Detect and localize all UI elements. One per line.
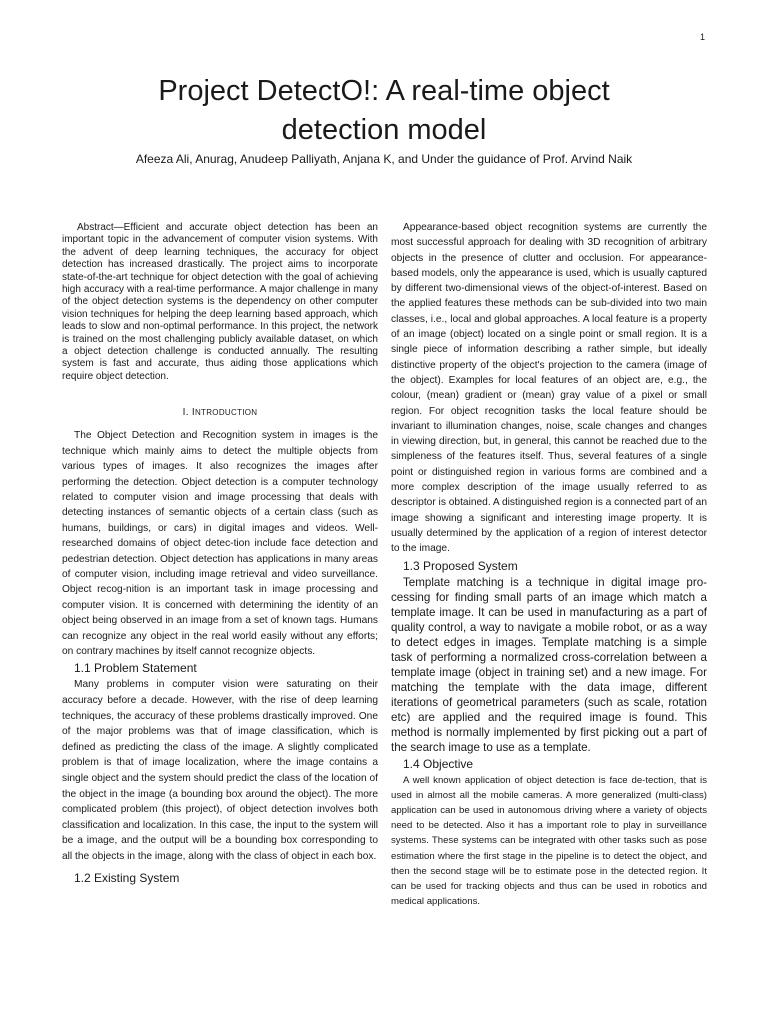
right-column: [391, 220, 707, 909]
appearance-based-paragraph: Appearance-based object recognition systems are currently the most successful approach for dealing with 3D recognition of arbitrary objects in the presence of clutter and occlusion. For appearance-based models, only the appearance is used, which is usually captured by different two-dimensional views of the object-of-interest. Based on the applied features these methods can be sub-divided into two main classes, i.e., local and global approaches. A local feature is a property of an image (object) located on a single point or small region. It is a single piece of information describing a rather simple, but ideally distinctive property of the object's projection to the camera (image of the object). Examples for local features of an object are, e.g., the colour, (mean) gradient or (mean) gray value of a pixel or small region. For object recognition tasks the local feature should be invariant to illumination changes, noise, scale changes and changes in viewing direction, but, in general, this cannot be reached due to the simpleness of the features itself. Thus, several features of a single point or distinguished region in various forms are combined and a more complex description of the image usually referred to as descriptor is obtained. A distinguished region is a connected part of an image showing a significant and interesting image property. It is usually determined by the application of a region of interest detector to the image.: [391, 222, 708, 555]
author-list: Afeeza Ali, Anurag, Anudeep Palliyath, Anjana K, and Under the guidance of Prof. Arvind Naik: [135, 152, 633, 166]
subsection-heading-proposed-system: 1.3 Proposed System: [403, 558, 518, 573]
proposed-system-paragraph: Template matching is a technique in digital image pro-cessing for finding small parts of an image which match a template image. It can be used in manufacturing as a part of quality control, a way to navigate a mobile robot, or as a way to detect edges in images. Template matching is a simple task of performing a normalized cross-correlation between a template image (object in training set) and a new image. For matching the template with the data image, different iterations of geometrical parameters (such as scale, rotation etc) are applied and the required image is found. This method is normally implemented by first picking out a part of the search image to use as a template.: [391, 575, 707, 754]
section-heading-introduction: [62, 407, 378, 418]
section-title-initial: I: [191, 407, 195, 419]
page-number: 1: [700, 32, 706, 42]
paper-title-line-1: Project DetectO!: A real-time object: [158, 75, 610, 107]
subsection-heading-problem-statement: 1.1 Problem Statement: [74, 661, 197, 676]
paper-title: [0, 72, 768, 150]
left-column: [62, 222, 378, 887]
subsection-heading-existing-system: 1.2 Existing System: [74, 870, 180, 885]
paper-title-line-2: detection model: [281, 114, 487, 146]
section-title-rest: NTRODUCTION: [194, 408, 258, 418]
introduction-paragraph: The Object Detection and Recognition system in images is the technique which mainly aims to detect the multiple objects from various types of images. It also recognizes the images after performing the detection. Object detection is a computer technology related to computer vision and image processing that deals with detecting instances of semantic objects of a certain class (such as humans, buildings, or cars) in digital images and videos. Well-researched domains of object detec-tion include face detection and pedestrian detection. Object detection has applications in many areas of computer vision, including image retrieval and video surveillance. Object recog-nition is an important task in image processing and computer vision. It is concerned with determining the identity of an object being observed in an image from a set of known tags. Humans can recognize any object in the real world easily without any efforts; on contrary machines by itself cannot recognize objects.: [62, 430, 378, 657]
problem-statement-paragraph: Many problems in computer vision were saturating on their accuracy before a decade. However, with the rise of deep learning techniques, the accuracy of these problems drastically improved. One of the major problems was that of image classification, which is defined as predicting the class of the image. A slightly complicated problem is that of image localization, where the image contains a single object and the system should predict the class of the location of the object in the image (a bounding box around the object). The more complicated problem (this project), of object detection involves both classification and localization. In this case, the input to the system will be a image, and the output will be a bounding box corresponding to all the objects in the image, along with the class of object in each box.: [62, 679, 378, 862]
section-number: I.: [182, 407, 189, 419]
objective-paragraph: A well known application of object detection is face de-tection, that is used in almost all the mobile cameras. A more generalized (multi-class) application can be used in autonomous driving where a variety of objects need to be detected. Also it has a important role to play in surveillance systems. These systems can be integrated with other tasks such as pose estimation where the first stage in the pipeline is to detect the object, and then the second stage will be to estimate pose in the detected region. It can be used for tracking objects and thus can be used in robotics and medical applications.: [391, 774, 707, 908]
abstract: Abstract—Efficient and accurate object detection has been an important topic in the advancement of computer vision systems. With the advent of deep learning techniques, the accuracy for object detection has increased drastically. The project aims to incorporate state-of-the-art technique for object detection with the goal of achieving high accuracy with a real-time performance. A major challenge in many of the object detection systems is the dependency on other computer vision techniques for helping the deep learning based approach, which leads to slow and non-optimal performance. In this project, the network is trained on the most challenging publicly available dataset, on which a object detection challenge is conducted annually. The resulting system is fast and accurate, thus aiding those applications which require object detection.: [62, 222, 378, 382]
subsection-heading-objective: 1.4 Objective: [403, 756, 474, 771]
